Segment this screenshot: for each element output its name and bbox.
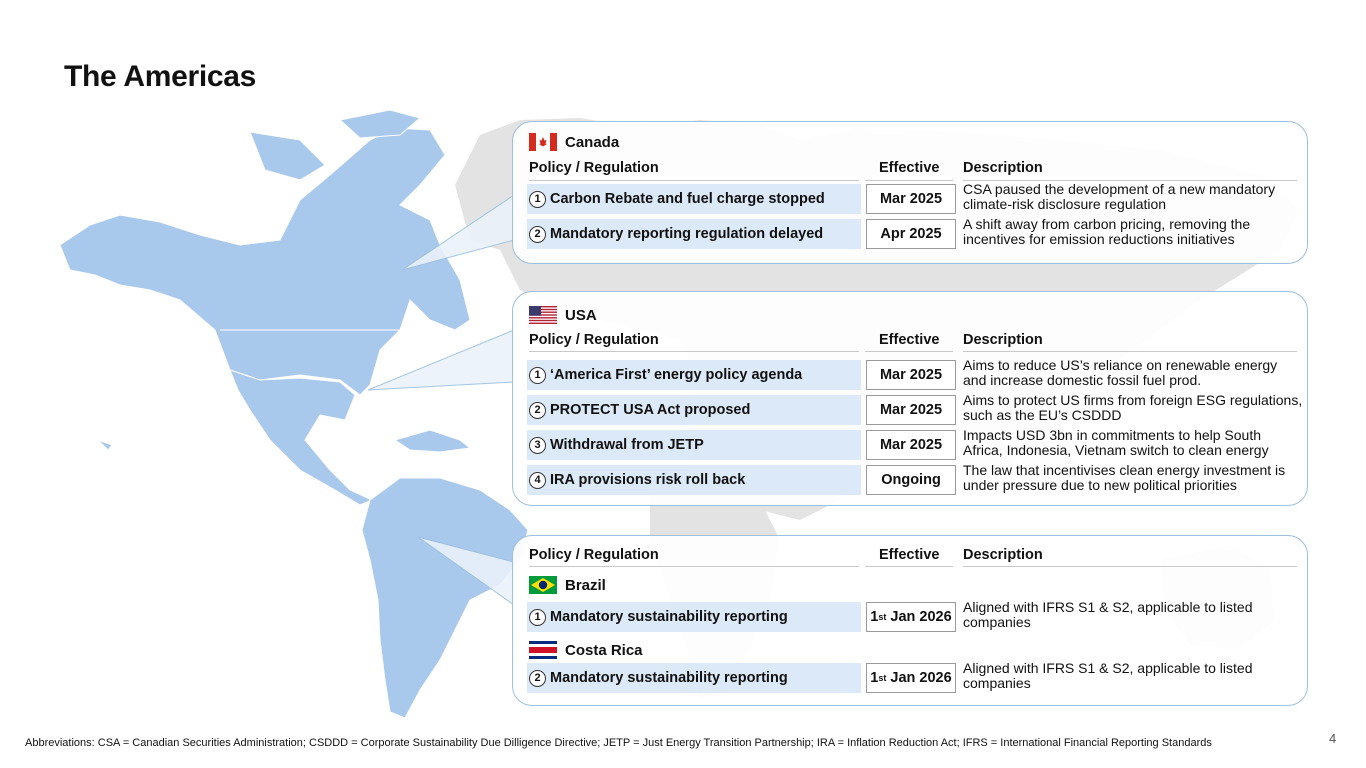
policy-name: IRA provisions risk roll back	[550, 472, 746, 488]
effective-date: Mar 2025	[866, 184, 956, 214]
row-number-badge: 3	[529, 437, 546, 454]
table-row	[527, 357, 1297, 390]
usa-flag-icon	[529, 306, 557, 324]
table-row	[527, 392, 1303, 425]
policy-description: Aims to protect US firms from foreign ESG regulations, such as the EU’s CSDDD	[963, 392, 1303, 423]
policy-description: Impacts USD 3bn in commitments to help South Africa, Indonesia, Vietnam switch to clean energy	[963, 427, 1269, 458]
policy-name: Withdrawal from JETP	[550, 437, 704, 453]
policy-description: A shift away from carbon pricing, removing the incentives for emission reductions initiatives	[963, 216, 1251, 247]
policy-name: Carbon Rebate and fuel charge stopped	[550, 191, 825, 207]
header-divider	[529, 566, 859, 567]
latam-header-policy: Policy / Regulation	[529, 547, 659, 563]
usa-header-policy: Policy / Regulation	[529, 332, 659, 348]
abbreviations-footnote: Abbreviations: CSA = Canadian Securities Administration; CSDDD = Corporate Sustainability Due Dilligence Directive; JETP = Just Energy Transition Partnership; IRA = Inflation Reduction Act; IFRS = International Financial Reporting Standards	[25, 737, 1212, 749]
effective-date: Apr 2025	[866, 219, 956, 249]
row-number-badge: 4	[529, 472, 546, 489]
canada-header-policy: Policy / Regulation	[529, 160, 659, 176]
policy-name: Mandatory reporting regulation delayed	[550, 226, 824, 242]
row-number-badge: 1	[529, 609, 546, 626]
header-divider	[963, 566, 1297, 567]
latam-header-effective: Effective	[879, 547, 940, 563]
table-row	[527, 181, 1297, 214]
usa-card	[512, 291, 1308, 506]
page-number: 4	[1329, 731, 1337, 746]
canada-heading	[529, 133, 619, 151]
header-divider	[529, 351, 859, 352]
page-title: The Americas	[64, 60, 257, 93]
usa-header-effective: Effective	[879, 332, 940, 348]
brazil-heading	[529, 576, 606, 594]
header-divider	[865, 180, 953, 181]
effective-date: Mar 2025	[866, 430, 956, 460]
effective-date: 1 st Jan 2026	[866, 602, 956, 632]
header-divider	[865, 566, 953, 567]
header-divider	[963, 351, 1297, 352]
brazil-flag-icon	[529, 576, 557, 594]
policy-name: Mandatory sustainability reporting	[550, 670, 788, 686]
row-number-badge: 2	[529, 402, 546, 419]
costa-rica-heading	[529, 641, 643, 659]
americas-map	[60, 110, 528, 718]
row-number-badge: 2	[529, 670, 546, 687]
brazil-label: Brazil	[565, 576, 606, 594]
usa-header-description: Description	[963, 332, 1043, 348]
table-row	[527, 462, 1297, 495]
policy-name: PROTECT USA Act proposed	[550, 402, 751, 418]
effective-date: Mar 2025	[866, 395, 956, 425]
canada-header-effective: Effective	[879, 160, 940, 176]
row-number-badge: 1	[529, 367, 546, 384]
table-row	[527, 599, 1297, 632]
row-number-badge: 2	[529, 226, 546, 243]
policy-description: Aims to reduce US’s reliance on renewable energy and increase domestic fossil fuel prod.	[963, 357, 1278, 388]
latam-card	[512, 535, 1308, 706]
policy-name: Mandatory sustainability reporting	[550, 609, 788, 625]
row-number-badge: 1	[529, 191, 546, 208]
costa-rica-label: Costa Rica	[565, 641, 643, 659]
policy-description: Aligned with IFRS S1 & S2, applicable to listed companies	[963, 599, 1253, 630]
latam-header-description: Description	[963, 547, 1043, 563]
usa-label: USA	[565, 306, 597, 324]
policy-description: Aligned with IFRS S1 & S2, applicable to listed companies	[963, 660, 1253, 691]
table-row	[527, 216, 1297, 249]
canada-label: Canada	[565, 133, 620, 151]
canada-header-description: Description	[963, 160, 1043, 176]
table-row	[527, 427, 1297, 460]
table-row	[527, 660, 1297, 693]
usa-heading	[529, 306, 597, 324]
header-divider	[865, 351, 953, 352]
effective-date: Ongoing	[866, 465, 956, 495]
effective-date: 1 st Jan 2026	[866, 663, 956, 693]
header-divider	[529, 180, 859, 181]
effective-date: Mar 2025	[866, 360, 956, 390]
policy-name: ‘America First’ energy policy agenda	[550, 367, 803, 383]
policy-description: CSA paused the development of a new mandatory climate-risk disclosure regulation	[963, 181, 1276, 212]
costa-rica-flag-icon	[529, 641, 557, 659]
canada-card	[512, 121, 1308, 264]
policy-description: The law that incentivises clean energy investment is under pressure due to new political priorities	[963, 462, 1286, 493]
canada-flag-icon	[529, 133, 557, 151]
